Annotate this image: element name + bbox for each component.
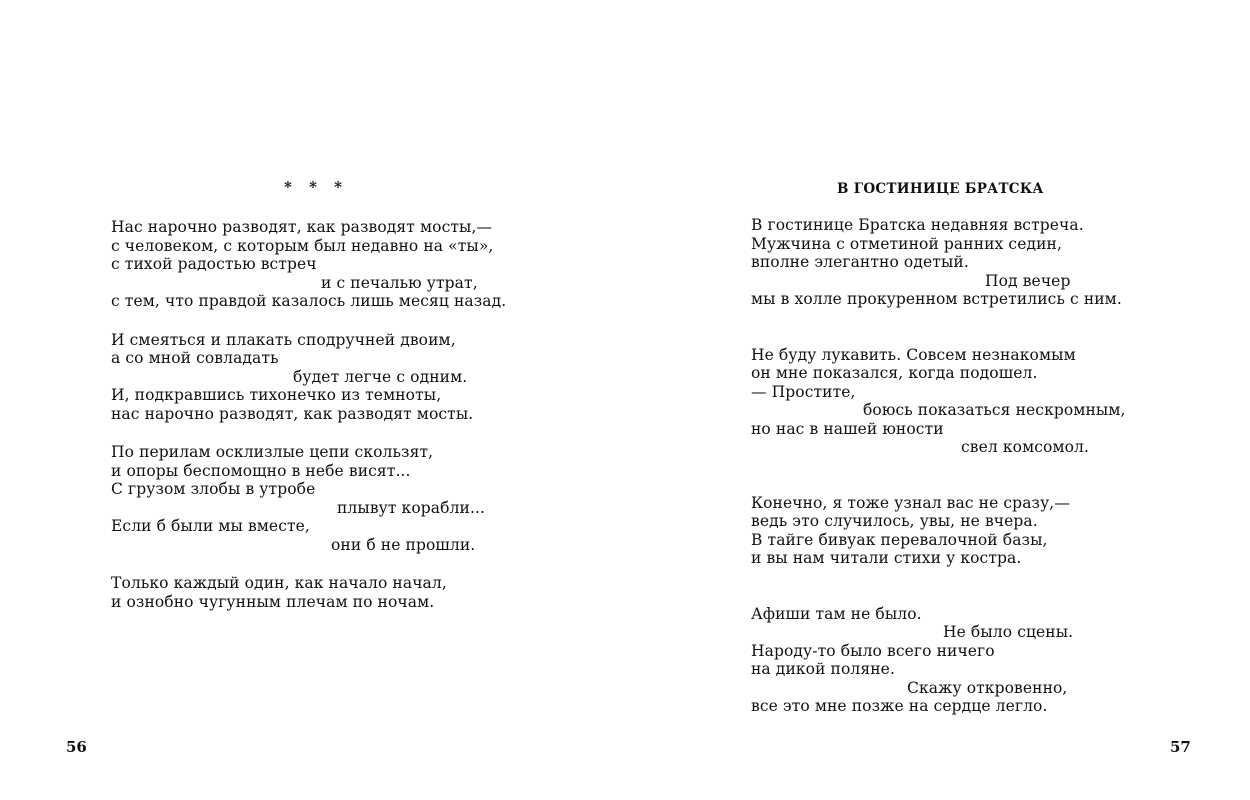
- poem-line: мы в холле прокуренном встретились с ним.: [751, 290, 1122, 308]
- poem-line: Народу-то было всего ничего: [751, 641, 995, 660]
- stanza: [111, 443, 611, 554]
- poem-line: вполне элегантно одетый.: [751, 253, 969, 271]
- poem-line: По перилам осклизлые цепи скользят,: [111, 443, 434, 461]
- poem-line: С грузом злобы в утробе: [111, 480, 316, 498]
- poem-line: Скажу откровенно,: [907, 678, 1068, 697]
- poem-line: все это мне позже на сердце легло.: [751, 697, 1048, 715]
- poem-line: будет легче с одним.: [293, 367, 468, 386]
- poem-line: нас нарочно разводят, как разводят мосты.: [111, 404, 474, 423]
- stanza: [111, 331, 611, 424]
- poem-line: И, подкравшись тихонечко из темноты,: [111, 386, 442, 404]
- poem-line: И смеяться и плакать сподручней двоим,: [111, 330, 456, 349]
- poem-title: В ГОСТИНИЦЕ БРАТСКА: [837, 181, 1044, 197]
- poem-line: Не было сцены.: [943, 623, 1074, 641]
- poem-line: Афиши там не было.: [751, 604, 922, 623]
- poem-line: они б не прошли.: [331, 535, 476, 554]
- poem-line: с человеком, с которым был недавно на «ты»,: [111, 236, 494, 255]
- right-page: [625, 0, 1250, 800]
- poem-line: с тем, что правдой казалось лишь месяц назад.: [111, 292, 507, 310]
- page-number-right: 57: [1170, 738, 1191, 756]
- poem-line: плывут корабли...: [337, 498, 486, 517]
- poem-line: и ознобно чугунным плечам по ночам.: [111, 592, 435, 611]
- stanza: [751, 605, 1231, 716]
- stanza: [751, 346, 1231, 457]
- poem-line: Под вечер: [985, 271, 1071, 290]
- poem-line: на дикой поляне.: [751, 660, 895, 678]
- stanza: [751, 494, 1231, 568]
- poem-line: В тайге бивуак перевалочной базы,: [751, 530, 1048, 549]
- poem-line: В гостинице Братска недавняя встреча.: [751, 216, 1084, 234]
- stanza: [751, 216, 1231, 309]
- poem-right: [751, 216, 1231, 753]
- poem-line: и с печалью утрат,: [321, 273, 478, 292]
- poem-line: ведь это случилось, увы, не вчера.: [751, 512, 1038, 530]
- section-separator-stars: * * *: [284, 178, 348, 196]
- poem-line: он мне показался, когда подошел.: [751, 364, 1038, 382]
- poem-line: Конечно, я тоже узнал вас не сразу,—: [751, 493, 1070, 512]
- stanza: [111, 218, 611, 311]
- poem-left: [111, 218, 611, 631]
- poem-line: — Простите,: [751, 382, 856, 401]
- poem-line: Нас нарочно разводят, как разводят мосты,—: [111, 218, 493, 236]
- poem-line: боюсь показаться нескромным,: [863, 401, 1126, 419]
- poem-line: Мужчина с отметиной ранних седин,: [751, 234, 1063, 253]
- poem-line: и вы нам читали стихи у костра.: [751, 549, 1022, 567]
- poem-line: с тихой радостью встреч: [111, 255, 317, 273]
- poem-line: а со мной совладать: [111, 349, 279, 367]
- poem-line: и опоры беспомощно в небе висят...: [111, 461, 411, 480]
- page-number-left: 56: [66, 738, 87, 756]
- poem-line: свел комсомол.: [961, 438, 1090, 456]
- poem-line: Если б были мы вместе,: [111, 517, 310, 535]
- poem-line: Только каждый один, как начало начал,: [111, 574, 447, 592]
- poem-line: Не буду лукавить. Совсем незнакомым: [751, 345, 1076, 364]
- stanza: [111, 574, 611, 611]
- poem-line: но нас в нашей юности: [751, 419, 944, 438]
